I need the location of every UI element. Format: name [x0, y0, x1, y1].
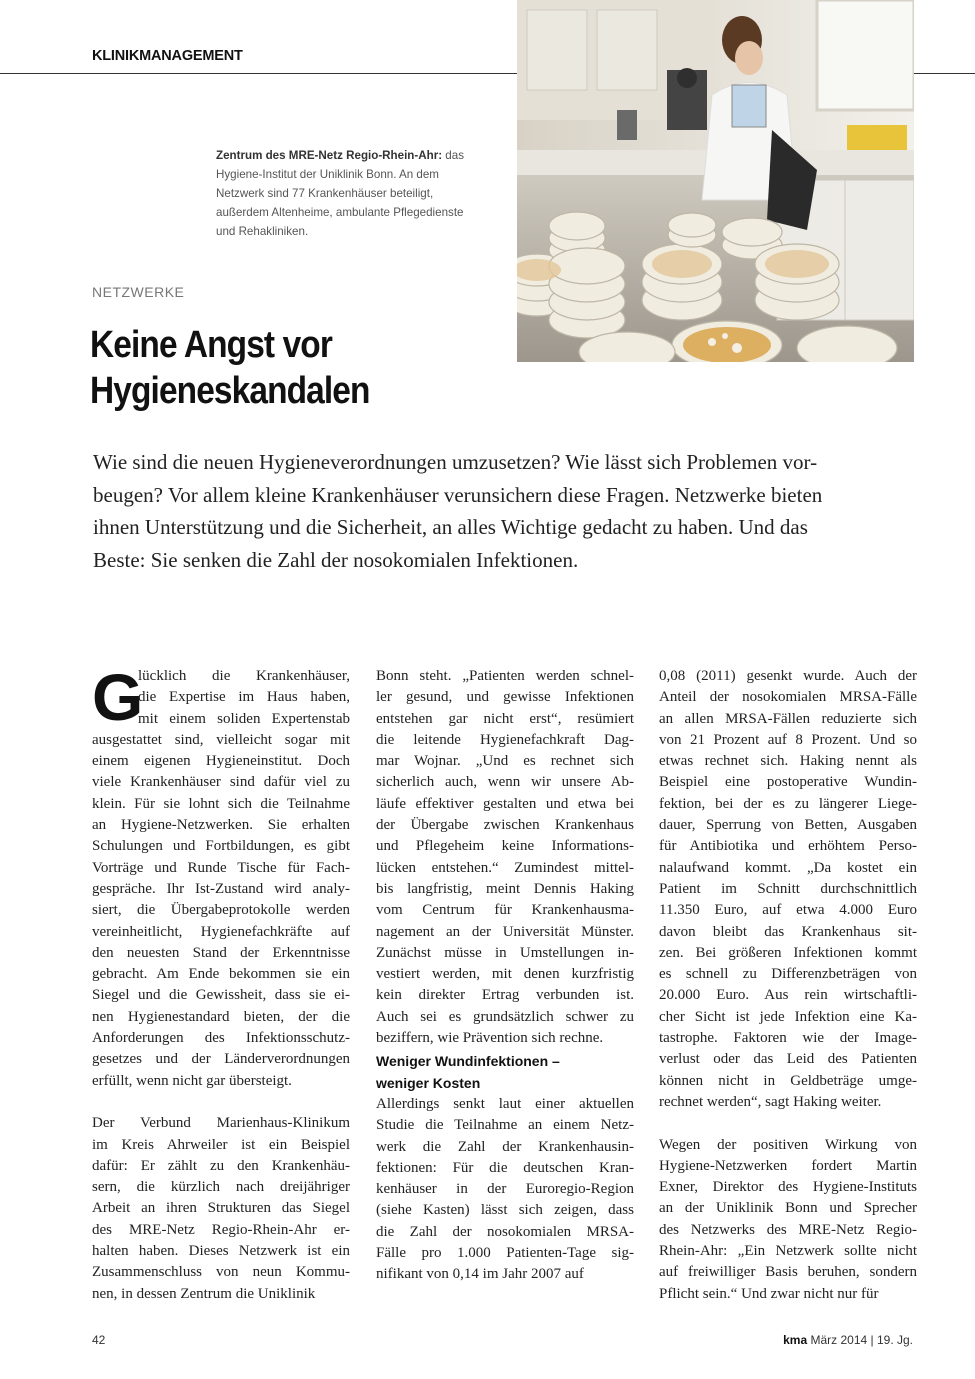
body-text-line: gesetzes und der Länderverordnungen — [92, 1051, 350, 1068]
caption-line: und Rehakliniken. — [216, 225, 309, 238]
body-text-line: kenhäuser in der Euroregio-Region — [376, 1181, 634, 1198]
body-text-line: nifikant von 0,14 im Jahr 2007 auf — [376, 1266, 584, 1283]
lead-line: ihnen Unterstützung und die Sicherheit, an alles Wichtige gedacht zu haben. Und das — [93, 515, 808, 539]
title-line: Keine Angst vor — [90, 324, 332, 366]
body-text-line: gespräche. Ihr Ist-Zustand wird analy- — [92, 880, 350, 897]
subheading: Weniger Wundinfektionen – — [376, 1053, 560, 1070]
body-text-line: die leitende Hygienefachkraft Dag- — [376, 731, 634, 748]
body-text-line: nagement an der Universität Münster. — [376, 923, 634, 940]
body-text-line: beziffern, wie Prävention sich rechne. — [376, 1030, 604, 1047]
body-text-line: fektion, bei der es zu längerer Liege- — [659, 795, 917, 812]
body-text-line: Hygiene-Netzwerken fordert Martin — [659, 1157, 917, 1174]
body-text-line: fektionen: Für die deutschen Kran- — [376, 1159, 634, 1176]
body-text-line: vom Centrum für Krankenhausma- — [376, 902, 634, 919]
body-text-line: werk die Zahl der Krankenhausin- — [376, 1138, 634, 1155]
body-text-line: erfüllt, wenn nicht gar übersteigt. — [92, 1072, 292, 1089]
article-photo — [517, 0, 914, 362]
body-text-line: vereinheitlicht, Hygienefachkräfte auf — [92, 923, 350, 940]
body-text-line: Exner, Direktor des Hygiene-Instituts — [659, 1179, 917, 1196]
lead-line: beugen? Vor allem kleine Krankenhäuser verunsichern diese Fragen. Netzwerke bieten — [93, 482, 823, 507]
body-text-line: des MRE-Netz Regio-Rhein-Ahr er- — [92, 1221, 350, 1238]
body-text-line: Zunächst müsse in Umstellungen in- — [376, 944, 634, 961]
body-text-line: und Pflegeheim keine Informations- — [376, 838, 634, 855]
lead-line: Wie sind die neuen Hygieneverordnungen umzusetzen? Wie lässt sich Problemen vor- — [93, 450, 818, 474]
body-text-line: des Netzwerks des MRE-Netz Regio- — [659, 1221, 917, 1238]
body-text-line: Bonn steht. „Patienten werden schnel- — [376, 668, 634, 684]
article-title — [90, 322, 460, 414]
body-text-line: für Antibiotika und erhöhtem Perso- — [659, 838, 917, 855]
body-text-line: lücklich die Krankenhäuser, — [138, 668, 350, 684]
caption-line: Netzwerk sind 77 Krankenhäuser beteiligt, — [216, 187, 434, 200]
caption-line: außerdem Altenheime, ambulante Pflegedienste — [216, 206, 464, 219]
body-text-line: ler gesund, und gewisse Infektionen — [376, 689, 634, 706]
body-text-line: viele Krankenhäuser sind dafür viel zu — [92, 774, 350, 791]
body-text-line: 20.000 Euro. Aus rein wirtschaftli- — [659, 987, 917, 1004]
body-text-line: entstehen gar nicht erst“, resümiert — [376, 710, 634, 727]
body-text-line: kein direkter Ertrag verbunden ist. — [376, 987, 634, 1004]
body-text-line: es schnell zu Differenzbeträgen von — [659, 966, 917, 983]
body-text-line: Der Verbund Marienhaus-Klinikum — [92, 1115, 350, 1132]
body-text-line: Rhein-Ahr: „Ein Netzwerk sollte nicht — [659, 1243, 917, 1260]
body-text-line: der Übergabe zwischen Krankenhaus — [376, 817, 634, 834]
body-text-line: nen Hygienestandard bieten, der die — [92, 1008, 350, 1025]
body-text-line: Anteil der nosokomialen MRSA-Fälle — [659, 689, 917, 706]
body-text-line: nalaufwand kommt. „Da kostet ein — [659, 859, 917, 876]
article-lead — [93, 446, 883, 576]
body-text-line: bis langfristig, meint Dennis Haking — [376, 880, 634, 897]
body-text-line: den neuesten Stand der Erkenntnisse — [92, 944, 350, 961]
body-text-line: an Hygiene-Netzwerken. Sie erhalten — [92, 817, 350, 834]
body-text-line: etwas rechnet sich. Haking nennt als — [659, 753, 917, 770]
body-text-line: Arbeit an ihren Strukturen das Siegel — [92, 1200, 350, 1217]
body-text-line: von 21 Prozent auf 8 Prozent. Und so — [659, 731, 917, 748]
body-text-line: Studie die Teilnahme an einem Netz- — [376, 1117, 634, 1134]
body-text-line: zen. Bei größeren Infektionen kommt — [659, 944, 917, 961]
body-text-line: die Zahl der nosokomialen MRSA- — [376, 1223, 634, 1240]
body-text-line: klein. Für sie lohnt sich die Teilnahme — [92, 795, 350, 812]
body-text-line: cher Sicht ist jede Infektion eine Ka- — [659, 1008, 917, 1025]
section-label: KLINIKMANAGEMENT — [92, 48, 249, 64]
caption-bold: Zentrum des MRE-Netz Regio-Rhein-Ahr: — [216, 149, 443, 162]
body-text-line: dauer, Sperrung von Betten, Ausgaben — [659, 817, 917, 834]
body-text-line: (siehe Kasten) lässt sich zeigen, dass — [376, 1202, 634, 1219]
body-column-1 — [92, 660, 350, 1305]
page-number: 42 — [92, 1333, 106, 1347]
photo-caption — [216, 146, 496, 241]
body-text-line: Vorträge und Runde Tische für Fach- — [92, 859, 350, 876]
paragraph-gap — [659, 1113, 917, 1134]
body-text-line: Fälle pro 1.000 Patienten-Tage sig- — [376, 1245, 634, 1262]
body-text-line: Zusammenschluss von neun Kommu- — [92, 1264, 350, 1281]
body-text-line: davon bleibt das Krankenhaus sit- — [659, 923, 917, 940]
body-text-line: Anforderungen des Infektionsschutz- — [92, 1030, 350, 1047]
subheading: weniger Kosten — [376, 1074, 481, 1091]
body-text-line: mar Wojnar. „Und es rechnet sich — [376, 753, 634, 770]
body-text-line: sern, die kürzlich nach dreijähriger — [92, 1179, 350, 1196]
body-text-line: siert, die Übergabeprotokolle werden — [92, 902, 350, 919]
article-kicker: NETZWERKE — [92, 284, 185, 300]
body-text-line: tastrophe. Faktoren wie der Image- — [659, 1030, 917, 1047]
body-text-line: mit einem soliden Expertenstab — [138, 710, 350, 727]
body-text-line: gebracht. Am Ende bekommen sie ein — [92, 966, 350, 983]
body-text-line: auf freiwilliger Basis beruhen, sondern — [659, 1264, 917, 1281]
footer-brand: kma — [783, 1333, 808, 1347]
body-text-line: Allerdings senkt laut einer aktuellen — [376, 1095, 634, 1112]
body-text-line: Pflicht sein.“ Und zwar nicht nur für — [659, 1285, 879, 1302]
body-text-line: Wegen der positiven Wirkung von — [659, 1136, 917, 1153]
footer-issue — [783, 1333, 913, 1347]
body-text-line: an allen MRSA-Fällen reduzierte sich — [659, 710, 917, 727]
body-text-line: die Expertise im Haus haben, — [138, 689, 350, 706]
body-text-line: Siegel und die Gewissheit, dass sie ei- — [92, 987, 350, 1004]
body-text-line: vestiert werden, mit denen kurzfristig — [376, 966, 634, 983]
body-text-line: sicherlich auch, wenn wir unsere Ab- — [376, 774, 634, 791]
paragraph-gap — [92, 1092, 350, 1113]
body-column-3 — [659, 666, 917, 1305]
body-text-line: 11.350 Euro, auf etwa 4.000 Euro — [659, 902, 917, 919]
body-text-line: rechnet werden“, sagt Haking weiter. — [659, 1093, 882, 1110]
caption-line: Hygiene-Institut der Uniklinik Bonn. An dem — [216, 168, 439, 181]
body-text-line: an der Uniklinik Bonn und Sprecher — [659, 1200, 917, 1217]
body-text-line: Schulungen und Fortbildungen, es gibt — [92, 838, 350, 855]
body-text-line: können nicht in Geldbeträge umge- — [659, 1072, 917, 1089]
body-text-line: 0,08 (2011) gesenkt wurde. Auch der — [659, 668, 917, 684]
body-text-line: Auch sei es grundsätzlich schwer zu — [376, 1008, 634, 1025]
body-text-line: dafür: Er zählt zu den Krankenhäu- — [92, 1157, 350, 1174]
body-text-line: halten haben. Dieses Netzwerk ist ein — [92, 1243, 350, 1260]
body-text-line: im Kreis Ahrweiler ist ein Beispiel — [92, 1136, 350, 1153]
body-text-line: einem eigenen Hygieneinstitut. Doch — [92, 753, 350, 770]
lead-line: Beste: Sie senken die Zahl der nosokomialen Infektionen. — [93, 547, 579, 572]
drop-cap: G — [92, 660, 144, 734]
caption-line: das — [442, 149, 464, 162]
body-text-line: lücken entstehen.“ Zumindest mittel- — [376, 859, 634, 876]
body-text-line: verlust oder das Leid des Patienten — [659, 1051, 917, 1068]
body-text-line: Patient im Schnitt durchschnittlich — [659, 880, 917, 897]
body-text-line: läufe effektiver gestalten und etwa bei — [376, 795, 634, 812]
body-column-2 — [376, 666, 634, 1286]
footer-issue-text: März 2014 | 19. Jg. — [807, 1333, 913, 1347]
body-text-line: Beispiel eine postoperative Wundin- — [659, 774, 917, 791]
body-text-line: nen, in dessen Zentrum die Uniklinik — [92, 1285, 316, 1302]
body-text-line: ausgestattet sind, vielleicht sogar mit — [92, 731, 350, 748]
title-line: Hygieneskandalen — [90, 370, 370, 412]
